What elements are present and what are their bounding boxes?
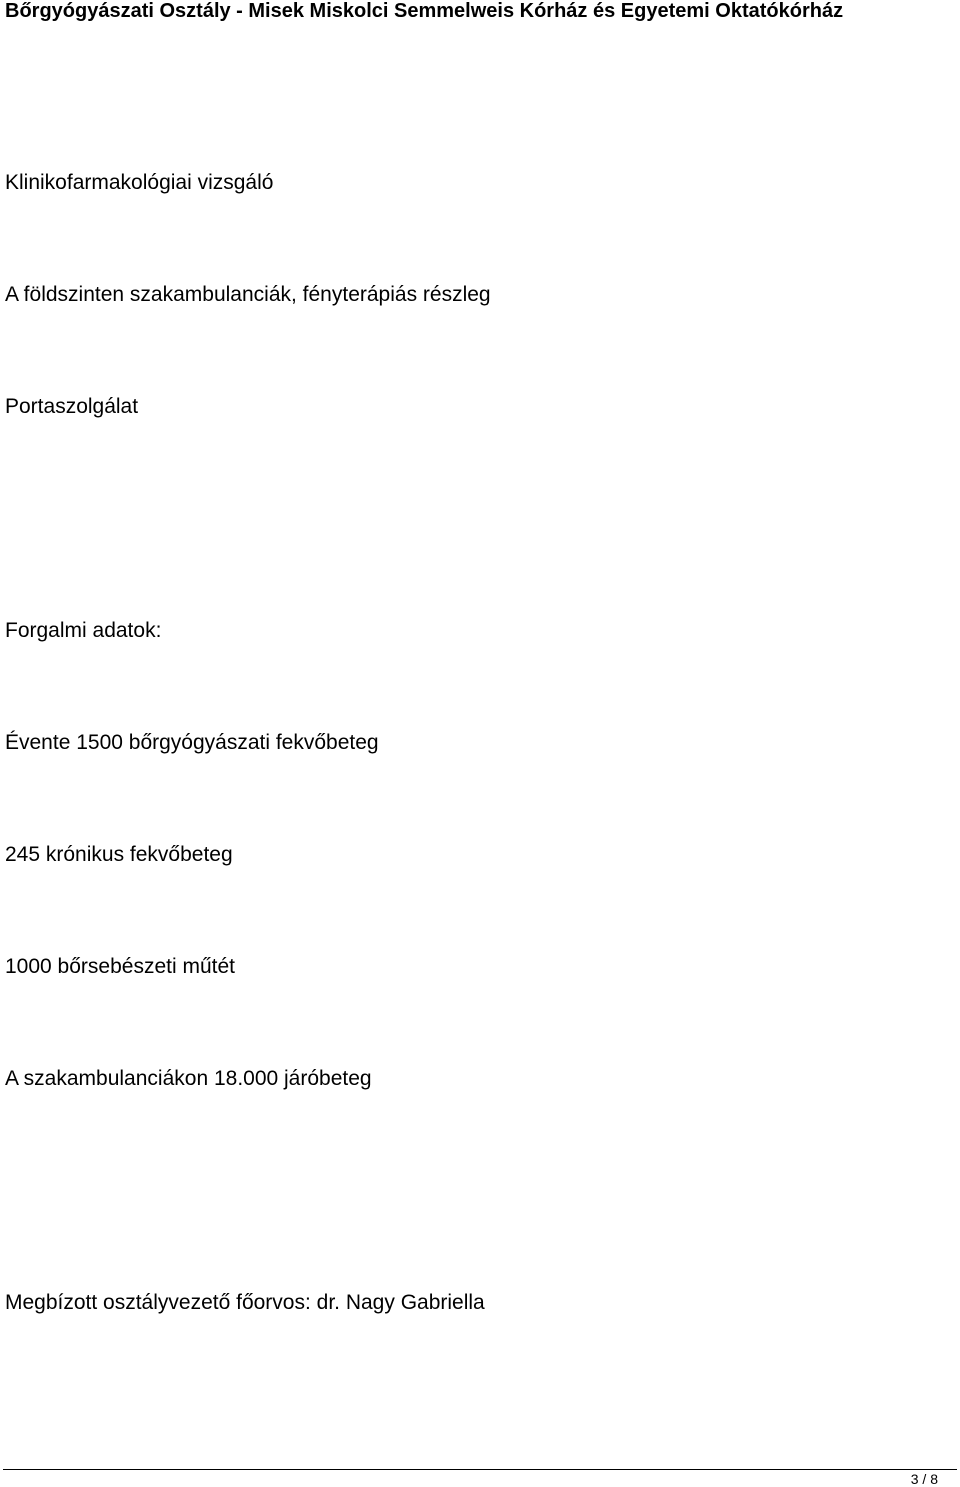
text-line-clinical-pharmacology: Klinikofarmakológiai vizsgáló <box>5 171 274 194</box>
text-line-yearly-inpatients: Évente 1500 bőrgyógyászati fekvőbeteg <box>5 731 379 754</box>
text-line-chronic-inpatients: 245 krónikus fekvőbeteg <box>5 843 233 866</box>
footer-divider <box>3 1469 957 1470</box>
text-line-head-physician: Megbízott osztályvezető főorvos: dr. Nagy Gabriella <box>5 1291 485 1314</box>
text-line-porter-service: Portaszolgálat <box>5 395 139 418</box>
text-line-ground-floor: A földszinten szakambulanciák, fényterápiás részleg <box>5 283 491 306</box>
text-line-surgeries: 1000 bőrsebészeti műtét <box>5 955 235 978</box>
page-number: 3 / 8 <box>910 1471 938 1487</box>
header-title: Bőrgyógyászati Osztály - Misek Miskolci Semmelweis Kórház és Egyetemi Oktatókórház <box>5 0 844 22</box>
text-line-traffic-data: Forgalmi adatok: <box>5 619 162 642</box>
text-line-outpatients: A szakambulanciákon 18.000 járóbeteg <box>5 1067 372 1090</box>
